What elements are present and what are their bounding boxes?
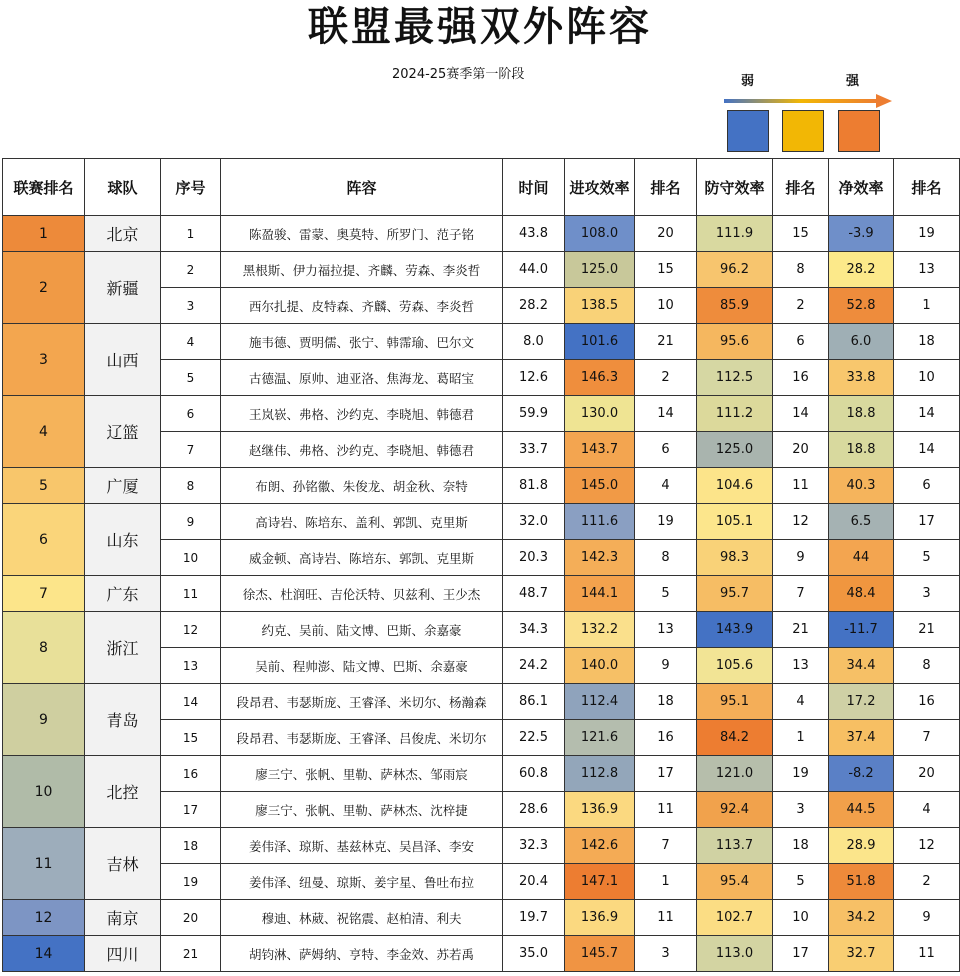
net-eff-cell: 40.3 [829, 468, 894, 504]
off-rank-cell: 14 [635, 396, 697, 432]
seq-cell: 15 [161, 720, 221, 756]
net-rank-cell: 4 [894, 792, 960, 828]
seq-cell: 4 [161, 324, 221, 360]
header-league-rank: 联赛排名 [3, 159, 85, 216]
net-rank-cell: 16 [894, 684, 960, 720]
table-row [3, 576, 960, 612]
off-rank-cell: 7 [635, 828, 697, 864]
off-eff-cell: 140.0 [565, 648, 635, 684]
def-eff-cell: 95.6 [697, 324, 773, 360]
net-eff-cell: -8.2 [829, 756, 894, 792]
def-eff-cell: 92.4 [697, 792, 773, 828]
league-rank-cell: 6 [3, 504, 85, 576]
def-rank-cell: 13 [773, 648, 829, 684]
def-eff-cell: 96.2 [697, 252, 773, 288]
off-rank-cell: 16 [635, 720, 697, 756]
net-rank-cell: 1 [894, 288, 960, 324]
off-rank-cell: 9 [635, 648, 697, 684]
seq-cell: 16 [161, 756, 221, 792]
lineup-cell: 姜伟泽、纽曼、琼斯、姜宇星、鲁吐布拉 [221, 864, 503, 900]
off-rank-cell: 5 [635, 576, 697, 612]
page-title: 联盟最强双外阵容 [308, 4, 652, 50]
net-rank-cell: 14 [894, 432, 960, 468]
def-eff-cell: 113.0 [697, 936, 773, 972]
team-name-cell: 山东 [85, 504, 161, 576]
off-eff-cell: 146.3 [565, 360, 635, 396]
net-rank-cell: 7 [894, 720, 960, 756]
net-rank-cell: 18 [894, 324, 960, 360]
team-name-cell: 南京 [85, 900, 161, 936]
team-name-cell: 新疆 [85, 252, 161, 324]
team-name-cell: 辽篮 [85, 396, 161, 468]
lineup-cell: 徐杰、杜润旺、吉伦沃特、贝兹利、王少杰 [221, 576, 503, 612]
off-rank-cell: 13 [635, 612, 697, 648]
seq-cell: 3 [161, 288, 221, 324]
off-eff-cell: 101.6 [565, 324, 635, 360]
off-rank-cell: 20 [635, 216, 697, 252]
net-eff-cell: -11.7 [829, 612, 894, 648]
def-eff-cell: 111.9 [697, 216, 773, 252]
seq-cell: 6 [161, 396, 221, 432]
off-rank-cell: 2 [635, 360, 697, 396]
def-eff-cell: 95.4 [697, 864, 773, 900]
net-eff-cell: 51.8 [829, 864, 894, 900]
off-eff-cell: 143.7 [565, 432, 635, 468]
seq-cell: 17 [161, 792, 221, 828]
def-eff-cell: 143.9 [697, 612, 773, 648]
def-eff-cell: 105.6 [697, 648, 773, 684]
table-row [3, 396, 960, 432]
net-eff-cell: 34.4 [829, 648, 894, 684]
league-rank-cell: 3 [3, 324, 85, 396]
net-rank-cell: 3 [894, 576, 960, 612]
off-eff-cell: 138.5 [565, 288, 635, 324]
off-rank-cell: 4 [635, 468, 697, 504]
lineup-cell: 穆迪、林葳、祝铭震、赵柏清、利夫 [221, 900, 503, 936]
def-rank-cell: 20 [773, 432, 829, 468]
lineup-cell: 布朗、孙铭徽、朱俊龙、胡金秋、奈特 [221, 468, 503, 504]
net-rank-cell: 20 [894, 756, 960, 792]
seq-cell: 11 [161, 576, 221, 612]
net-eff-cell: 18.8 [829, 432, 894, 468]
time-cell: 35.0 [503, 936, 565, 972]
lineup-cell: 胡钧淋、萨姆纳、亨特、李金效、苏若禹 [221, 936, 503, 972]
team-name-cell: 浙江 [85, 612, 161, 684]
def-rank-cell: 3 [773, 792, 829, 828]
def-rank-cell: 2 [773, 288, 829, 324]
table-row [3, 324, 960, 360]
off-rank-cell: 8 [635, 540, 697, 576]
def-rank-cell: 8 [773, 252, 829, 288]
time-cell: 28.6 [503, 792, 565, 828]
league-rank-cell: 8 [3, 612, 85, 684]
lineup-cell: 威金顿、高诗岩、陈培东、郭凯、克里斯 [221, 540, 503, 576]
lineup-cell: 高诗岩、陈培东、盖利、郭凯、克里斯 [221, 504, 503, 540]
def-rank-cell: 1 [773, 720, 829, 756]
net-eff-cell: 32.7 [829, 936, 894, 972]
net-rank-cell: 13 [894, 252, 960, 288]
off-eff-cell: 125.0 [565, 252, 635, 288]
def-eff-cell: 98.3 [697, 540, 773, 576]
off-rank-cell: 11 [635, 900, 697, 936]
time-cell: 60.8 [503, 756, 565, 792]
lineup-cell: 西尔扎提、皮特森、齐麟、劳森、李炎哲 [221, 288, 503, 324]
legend-strong-label: 强 [846, 74, 860, 89]
team-name-cell: 广东 [85, 576, 161, 612]
lineup-cell: 段昂君、韦瑟斯庞、王睿泽、吕俊虎、米切尔 [221, 720, 503, 756]
off-rank-cell: 10 [635, 288, 697, 324]
time-cell: 20.3 [503, 540, 565, 576]
team-name-cell: 广厦 [85, 468, 161, 504]
seq-cell: 10 [161, 540, 221, 576]
net-rank-cell: 12 [894, 828, 960, 864]
seq-cell: 21 [161, 936, 221, 972]
net-eff-cell: 28.9 [829, 828, 894, 864]
team-name-cell: 吉林 [85, 828, 161, 900]
header-def-eff: 防守效率 [697, 159, 773, 216]
net-rank-cell: 8 [894, 648, 960, 684]
time-cell: 34.3 [503, 612, 565, 648]
seq-cell: 5 [161, 360, 221, 396]
table-row [3, 468, 960, 504]
lineup-cell: 廖三宁、张帆、里勒、萨林杰、沈梓捷 [221, 792, 503, 828]
league-rank-cell: 10 [3, 756, 85, 828]
off-rank-cell: 3 [635, 936, 697, 972]
def-eff-cell: 111.2 [697, 396, 773, 432]
off-rank-cell: 18 [635, 684, 697, 720]
off-eff-cell: 136.9 [565, 792, 635, 828]
time-cell: 19.7 [503, 900, 565, 936]
net-rank-cell: 6 [894, 468, 960, 504]
team-name-cell: 四川 [85, 936, 161, 972]
table-row [3, 684, 960, 720]
net-rank-cell: 21 [894, 612, 960, 648]
net-eff-cell: 6.0 [829, 324, 894, 360]
lineup-cell: 吴前、程帅澎、陆文博、巴斯、余嘉豪 [221, 648, 503, 684]
net-eff-cell: 33.8 [829, 360, 894, 396]
lineup-cell: 姜伟泽、琼斯、基兹林克、吴昌泽、李安 [221, 828, 503, 864]
def-eff-cell: 112.5 [697, 360, 773, 396]
header-team: 球队 [85, 159, 161, 216]
lineup-cell: 黑根斯、伊力福拉提、齐麟、劳森、李炎哲 [221, 252, 503, 288]
def-rank-cell: 6 [773, 324, 829, 360]
off-eff-cell: 142.3 [565, 540, 635, 576]
team-name-cell: 山西 [85, 324, 161, 396]
time-cell: 86.1 [503, 684, 565, 720]
def-eff-cell: 85.9 [697, 288, 773, 324]
time-cell: 59.9 [503, 396, 565, 432]
def-eff-cell: 105.1 [697, 504, 773, 540]
def-rank-cell: 14 [773, 396, 829, 432]
time-cell: 20.4 [503, 864, 565, 900]
header-net-eff: 净效率 [829, 159, 894, 216]
def-rank-cell: 11 [773, 468, 829, 504]
net-eff-cell: 52.8 [829, 288, 894, 324]
def-eff-cell: 95.1 [697, 684, 773, 720]
league-rank-cell: 12 [3, 900, 85, 936]
net-eff-cell: 28.2 [829, 252, 894, 288]
table-row [3, 504, 960, 540]
off-eff-cell: 111.6 [565, 504, 635, 540]
def-rank-cell: 9 [773, 540, 829, 576]
lineup-cell: 古德温、原帅、迪亚洛、焦海龙、葛昭宝 [221, 360, 503, 396]
def-eff-cell: 84.2 [697, 720, 773, 756]
header-off-rank: 排名 [635, 159, 697, 216]
legend-swatch-weak [727, 110, 769, 152]
def-eff-cell: 125.0 [697, 432, 773, 468]
off-eff-cell: 130.0 [565, 396, 635, 432]
seq-cell: 9 [161, 504, 221, 540]
off-rank-cell: 11 [635, 792, 697, 828]
time-cell: 8.0 [503, 324, 565, 360]
page-subtitle: 2024-25赛季第一阶段 [392, 67, 525, 82]
lineup-cell: 赵继伟、弗格、沙约克、李晓旭、韩德君 [221, 432, 503, 468]
time-cell: 22.5 [503, 720, 565, 756]
header-net-rank: 排名 [894, 159, 960, 216]
league-rank-cell: 11 [3, 828, 85, 900]
off-eff-cell: 145.0 [565, 468, 635, 504]
league-rank-cell: 7 [3, 576, 85, 612]
time-cell: 32.0 [503, 504, 565, 540]
team-name-cell: 北京 [85, 216, 161, 252]
league-rank-cell: 2 [3, 252, 85, 324]
def-rank-cell: 18 [773, 828, 829, 864]
def-eff-cell: 104.6 [697, 468, 773, 504]
net-rank-cell: 10 [894, 360, 960, 396]
header-lineup: 阵容 [221, 159, 503, 216]
def-rank-cell: 4 [773, 684, 829, 720]
time-cell: 48.7 [503, 576, 565, 612]
lineup-cell: 王岚嵚、弗格、沙约克、李晓旭、韩德君 [221, 396, 503, 432]
def-rank-cell: 7 [773, 576, 829, 612]
def-rank-cell: 12 [773, 504, 829, 540]
net-rank-cell: 5 [894, 540, 960, 576]
off-eff-cell: 108.0 [565, 216, 635, 252]
table-row [3, 252, 960, 288]
table-row [3, 756, 960, 792]
net-rank-cell: 2 [894, 864, 960, 900]
off-eff-cell: 147.1 [565, 864, 635, 900]
lineup-cell: 廖三宁、张帆、里勒、萨林杰、邹雨宸 [221, 756, 503, 792]
table-row [3, 216, 960, 252]
net-eff-cell: 44.5 [829, 792, 894, 828]
table-row [3, 828, 960, 864]
def-rank-cell: 15 [773, 216, 829, 252]
net-eff-cell: 37.4 [829, 720, 894, 756]
legend-swatch-mid [782, 110, 824, 152]
table-row [3, 612, 960, 648]
net-eff-cell: 17.2 [829, 684, 894, 720]
off-eff-cell: 121.6 [565, 720, 635, 756]
off-eff-cell: 145.7 [565, 936, 635, 972]
lineup-cell: 段昂君、韦瑟斯庞、王睿泽、米切尔、杨瀚森 [221, 684, 503, 720]
off-eff-cell: 144.1 [565, 576, 635, 612]
seq-cell: 19 [161, 864, 221, 900]
lineup-cell: 约克、吴前、陆文博、巴斯、余嘉豪 [221, 612, 503, 648]
seq-cell: 18 [161, 828, 221, 864]
off-rank-cell: 19 [635, 504, 697, 540]
off-eff-cell: 132.2 [565, 612, 635, 648]
def-rank-cell: 17 [773, 936, 829, 972]
legend-swatch-strong [838, 110, 880, 152]
team-name-cell: 青岛 [85, 684, 161, 756]
off-eff-cell: 142.6 [565, 828, 635, 864]
net-eff-cell: 6.5 [829, 504, 894, 540]
def-rank-cell: 10 [773, 900, 829, 936]
off-eff-cell: 112.4 [565, 684, 635, 720]
time-cell: 43.8 [503, 216, 565, 252]
def-eff-cell: 121.0 [697, 756, 773, 792]
time-cell: 44.0 [503, 252, 565, 288]
def-eff-cell: 95.7 [697, 576, 773, 612]
league-rank-cell: 1 [3, 216, 85, 252]
legend-weak-label: 弱 [741, 74, 755, 89]
net-eff-cell: 34.2 [829, 900, 894, 936]
def-rank-cell: 5 [773, 864, 829, 900]
net-rank-cell: 19 [894, 216, 960, 252]
table-header-row [3, 159, 960, 216]
league-rank-cell: 14 [3, 936, 85, 972]
time-cell: 28.2 [503, 288, 565, 324]
off-rank-cell: 17 [635, 756, 697, 792]
off-rank-cell: 6 [635, 432, 697, 468]
time-cell: 81.8 [503, 468, 565, 504]
league-rank-cell: 9 [3, 684, 85, 756]
seq-cell: 7 [161, 432, 221, 468]
lineup-cell: 陈盈骏、雷蒙、奥莫特、所罗门、范子铭 [221, 216, 503, 252]
time-cell: 24.2 [503, 648, 565, 684]
off-eff-cell: 112.8 [565, 756, 635, 792]
def-eff-cell: 113.7 [697, 828, 773, 864]
team-name-cell: 北控 [85, 756, 161, 828]
net-rank-cell: 17 [894, 504, 960, 540]
header-seq: 序号 [161, 159, 221, 216]
table-row [3, 936, 960, 972]
net-rank-cell: 11 [894, 936, 960, 972]
time-cell: 33.7 [503, 432, 565, 468]
off-rank-cell: 1 [635, 864, 697, 900]
seq-cell: 1 [161, 216, 221, 252]
net-eff-cell: 44 [829, 540, 894, 576]
league-rank-cell: 4 [3, 396, 85, 468]
net-eff-cell: -3.9 [829, 216, 894, 252]
seq-cell: 8 [161, 468, 221, 504]
lineup-cell: 施韦德、贾明儒、张宁、韩霈瑜、巴尔文 [221, 324, 503, 360]
off-rank-cell: 15 [635, 252, 697, 288]
def-rank-cell: 16 [773, 360, 829, 396]
table-row [3, 900, 960, 936]
seq-cell: 20 [161, 900, 221, 936]
off-eff-cell: 136.9 [565, 900, 635, 936]
net-eff-cell: 18.8 [829, 396, 894, 432]
net-eff-cell: 48.4 [829, 576, 894, 612]
net-rank-cell: 9 [894, 900, 960, 936]
header-def-rank: 排名 [773, 159, 829, 216]
legend-gradient-arrow-icon [724, 92, 894, 110]
header-time: 时间 [503, 159, 565, 216]
seq-cell: 14 [161, 684, 221, 720]
seq-cell: 12 [161, 612, 221, 648]
seq-cell: 2 [161, 252, 221, 288]
seq-cell: 13 [161, 648, 221, 684]
def-eff-cell: 102.7 [697, 900, 773, 936]
header-off-eff: 进攻效率 [565, 159, 635, 216]
lineup-table [2, 158, 960, 972]
off-rank-cell: 21 [635, 324, 697, 360]
league-rank-cell: 5 [3, 468, 85, 504]
time-cell: 32.3 [503, 828, 565, 864]
time-cell: 12.6 [503, 360, 565, 396]
def-rank-cell: 19 [773, 756, 829, 792]
def-rank-cell: 21 [773, 612, 829, 648]
net-rank-cell: 14 [894, 396, 960, 432]
